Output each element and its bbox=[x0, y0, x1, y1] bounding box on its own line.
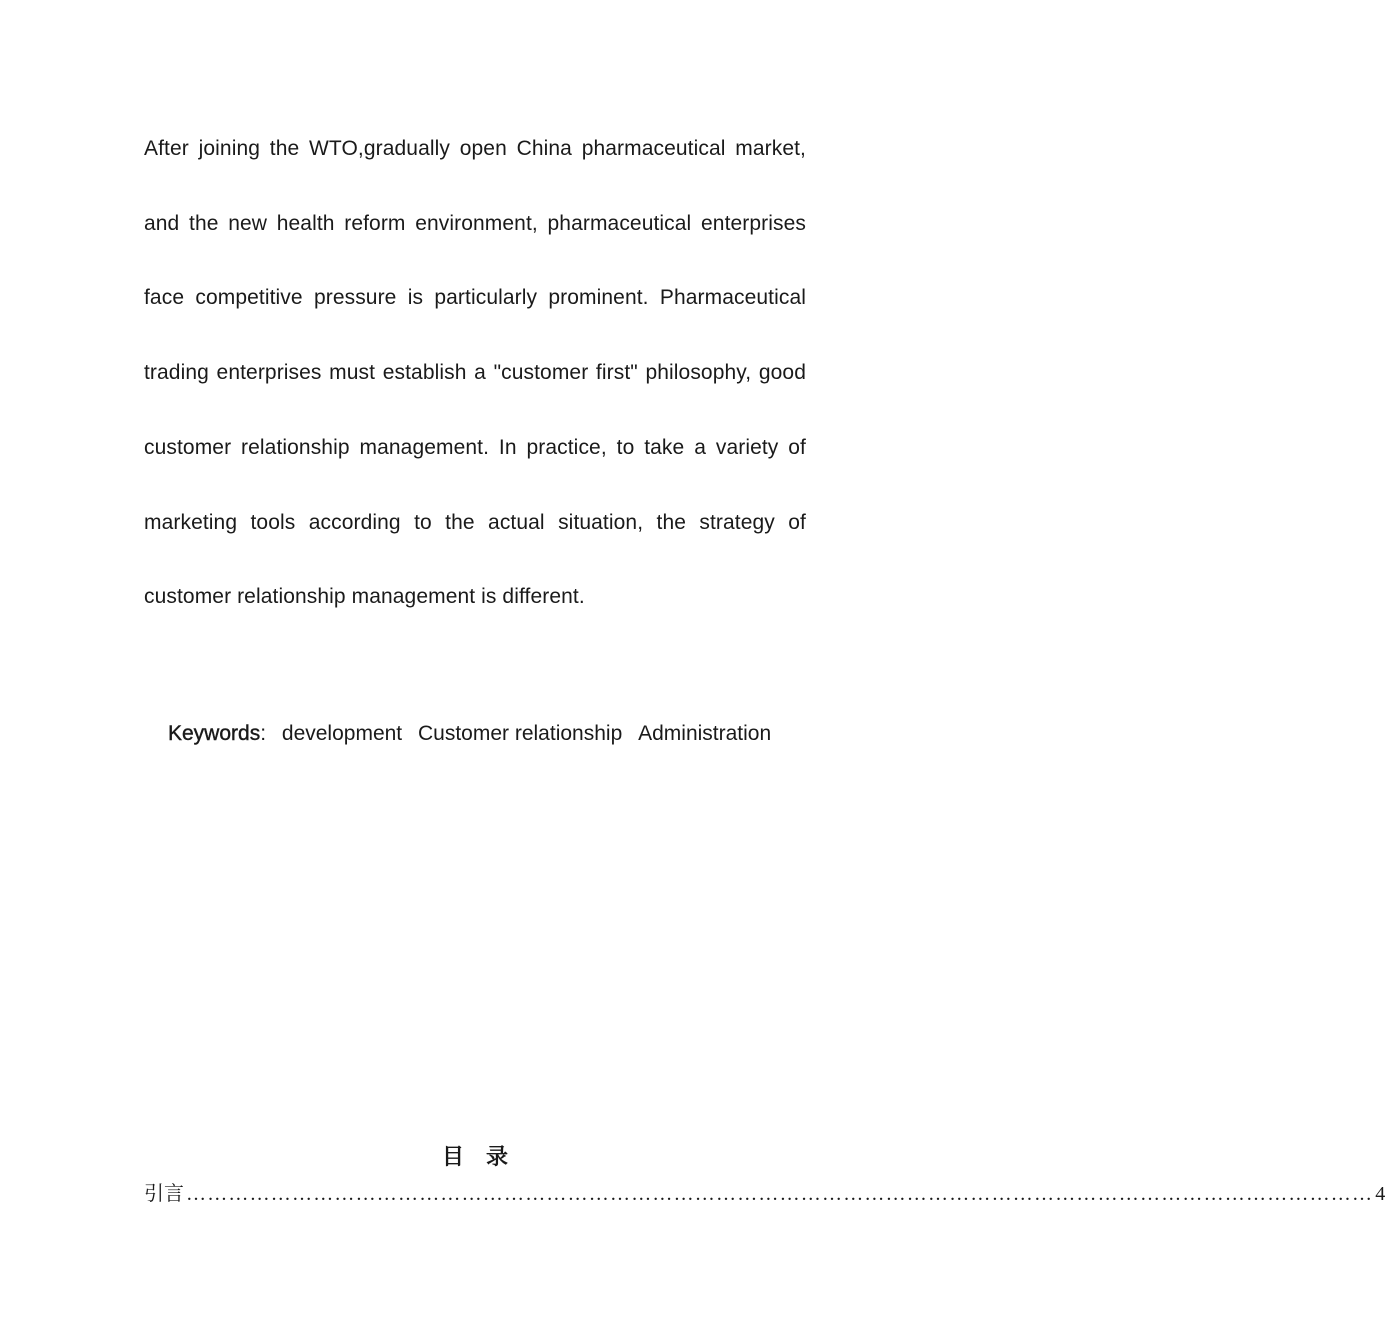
toc-title: 目录 bbox=[441, 1145, 530, 1170]
toc-entry[interactable] bbox=[144, 1178, 1385, 1209]
keyword-item: development bbox=[281, 722, 403, 745]
abstract-paragraph: After joining the WTO,gradually open China pharmaceutical market, and the new health reform environment, pharmaceutical enterprises face competitive pressure is particularly prominent. Pharmaceutical trading enterprises must establish a "customer first" philosophy, good customer relationship management. In practice, to take a variety of marketing tools according to the actual situation, the strategy of customer relationship management is different. bbox=[144, 137, 806, 609]
keyword-item: Administration bbox=[638, 722, 772, 745]
toc-entry-label: 引言 bbox=[144, 1181, 184, 1205]
keywords-line bbox=[168, 716, 771, 752]
keyword-item: Customer relationship bbox=[417, 722, 623, 745]
keywords-label: Keywords bbox=[168, 722, 261, 745]
toc-entry-page: 4 bbox=[1375, 1183, 1385, 1205]
keywords-separator: : bbox=[260, 722, 267, 745]
abstract-section bbox=[144, 112, 806, 635]
toc-dot-leader: …………………………………………………………………………………………………………………………………………………… bbox=[186, 1183, 1374, 1205]
